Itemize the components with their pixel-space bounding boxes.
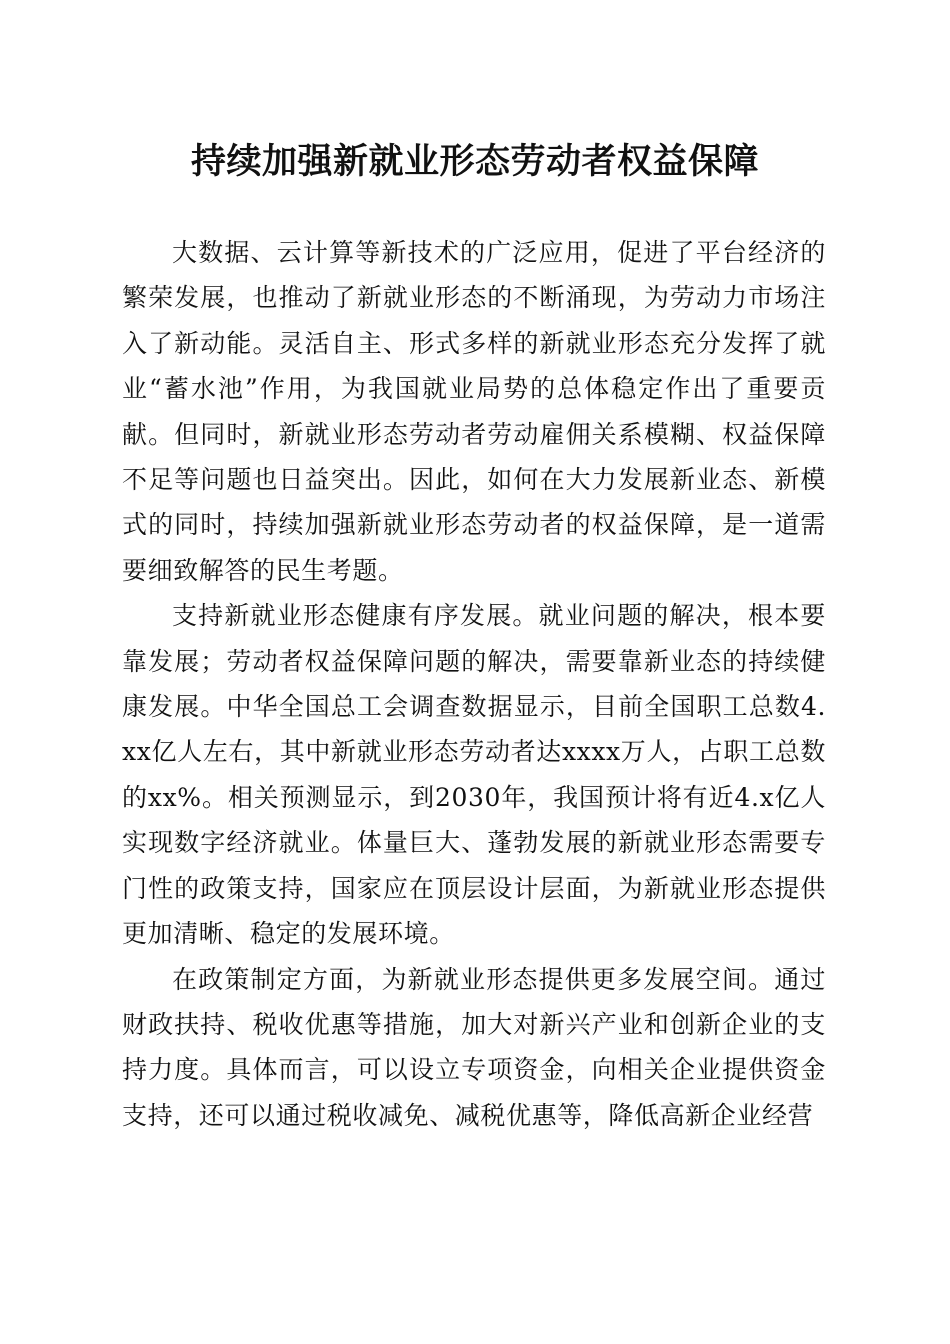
paragraph-3: 在政策制定方面，为新就业形态提供更多发展空间。通过财政扶持、税收优惠等措施，加大对新兴产业和创新企业的支持力度。具体而言，可以设立专项资金，向相关企业提供资金支持，还可以通过税收减免、减税优惠等，降低高新企业经营	[122, 964, 826, 1130]
document-body	[122, 230, 826, 1138]
document-title: 持续加强新就业形态劳动者权益保障	[190, 141, 759, 182]
paragraph-1: 大数据、云计算等新技术的广泛应用，促进了平台经济的繁荣发展，也推动了新就业形态的不断涌现，为劳动力市场注入了新动能。灵活自主、形式多样的新就业形态充分发挥了就业“蓄水池”作用，为我国就业局势的总体稳定作出了重要贡献。但同时，新就业形态劳动者劳动雇佣关系模糊、权益保障不足等问题也日益突出。因此，如何在大力发展新业态、新模式的同时，持续加强新就业形态劳动者的权益保障，是一道需要细致解答的民生考题。	[122, 238, 826, 585]
paragraph-2: 支持新就业形态健康有序发展。就业问题的解决，根本要靠发展；劳动者权益保障问题的解决，需要靠新业态的持续健康发展。中华全国总工会调查数据显示，目前全国职工总数4.xx亿人左右，其中新就业形态劳动者达xxxx万人，占职工总数的xx%。相关预测显示，到2030年，我国预计将有近4.x亿人实现数字经济就业。体量巨大、蓬勃发展的新就业形态需要专门性的政策支持，国家应在顶层设计层面，为新就业形态提供更加清晰、稳定的发展环境。	[122, 601, 826, 949]
